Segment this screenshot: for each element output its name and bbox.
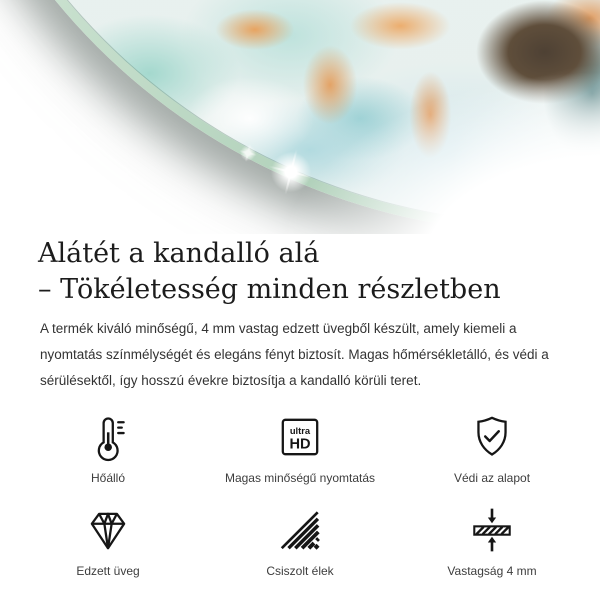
title-line-2: – Tökéletesség minden részletben (38, 274, 501, 305)
feature-ultra-hd-print (204, 412, 396, 485)
feature-tempered-glass (12, 505, 204, 578)
ultra-hd-icon-text-bottom: HD (289, 436, 311, 453)
diamond-icon (83, 505, 133, 555)
feature-heat-resistant (12, 412, 204, 485)
feature-label: Vastagság 4 mm (447, 564, 537, 578)
feature-label: Magas minőségű nyomtatás (224, 471, 376, 485)
marble-artwork (0, 0, 600, 224)
polished-edges-icon (275, 505, 325, 555)
feature-thickness (396, 505, 588, 578)
feature-protects-base (396, 412, 588, 485)
feature-label: Edzett üveg (76, 564, 140, 578)
product-description: A termék kiváló minőségű, 4 mm vastag edzett üvegből készült, amely kiemeli a nyomtatás színmélységét és elegáns fényt biztosít. Magas hőmérsékletálló, és védi a sérülésektől, így hosszú évekre biztosítja a kandalló körüli teret. (40, 321, 549, 388)
shield-check-icon (467, 412, 517, 462)
feature-polished-edges (204, 505, 396, 578)
thermometer-icon (83, 412, 133, 462)
feature-label: Hőálló (90, 471, 126, 485)
thickness-icon (467, 505, 517, 555)
glass-disc (0, 0, 600, 233)
ultra-hd-icon-text-top: ultra (289, 425, 311, 436)
page-title (0, 236, 600, 308)
feature-label: Csiszolt élek (266, 564, 334, 578)
hero-section (0, 0, 600, 234)
title-line-1: Alátét a kandalló alá (38, 238, 320, 269)
ultra-hd-icon (275, 412, 325, 462)
features-grid (12, 412, 588, 578)
feature-label: Védi az alapot (453, 471, 531, 485)
